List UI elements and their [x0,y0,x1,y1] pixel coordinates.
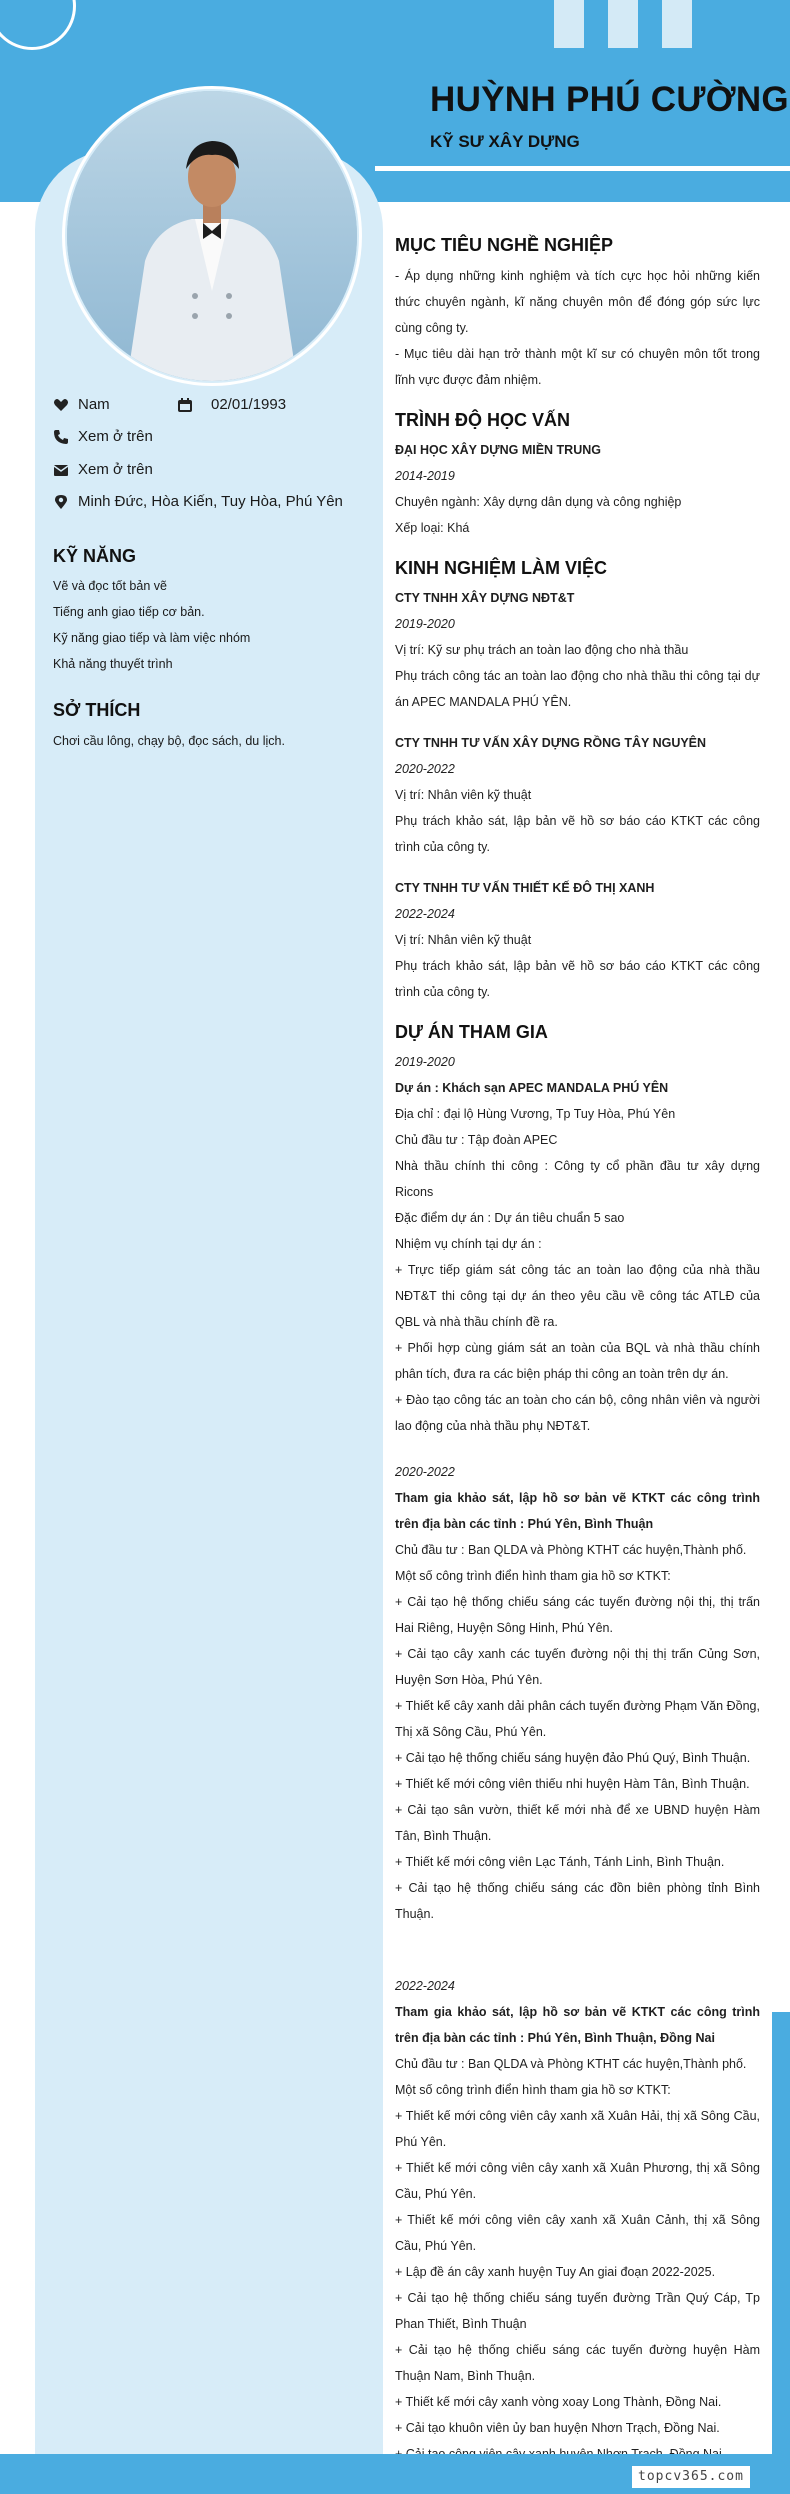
job-company: CTY TNHH XÂY DỰNG NĐT&T [395,591,575,605]
project-line: + Cải tạo hệ thống chiếu sáng các tuyến đường nội thị, thị trấn Hai Riêng, Huyện Sông Hinh, Phú Yên. [395,1595,760,1635]
project-line: + Cải tạo hệ thống chiếu sáng huyện đảo Phú Quý, Bình Thuận. [395,1751,751,1765]
project-period: 2020-2022 [395,1465,455,1479]
skill-item: Tiếng anh giao tiếp cơ bản. [53,605,205,619]
project-line: + Cải tạo sân vườn, thiết kế mới nhà để xe UBND huyện Hàm Tân, Bình Thuận. [395,1803,760,1843]
watermark: topcv365.com [632,2466,750,2488]
project-line: + Cải tạo hệ thống chiếu sáng các tuyến đường huyện Hàm Thuận Nam, Bình Thuận. [395,2343,760,2383]
email-row [53,461,153,478]
education-grade: Xếp loại: Khá [395,521,470,535]
project-line: Chủ đầu tư : Ban QLDA và Phòng KTHT các huyện,Thành phố. [395,1543,747,1557]
decorative-bar [662,0,692,48]
objective-line: - Mục tiêu dài hạn trở thành một kĩ sư có chuyên môn tốt trong lĩnh vực được đảm nhiệm. [395,347,760,387]
job-period: 2022-2024 [395,907,455,921]
phone-value: Xem ở trên [78,428,153,445]
education-title: TRÌNH ĐỘ HỌC VẤN [395,410,570,430]
job-period: 2019-2020 [395,617,455,631]
project-line: + Thiết kế mới công viên cây xanh xã Xuân Cảnh, thị xã Sông Cầu, Phú Yên. [395,2213,760,2253]
job-description: Phụ trách công tác an toàn lao động cho nhà thầu thi công tại dự án APEC MANDALA PHÚ YÊN. [395,669,760,709]
project-line: + Thiết kế mới công viên cây xanh xã Xuân Hải, thị xã Sông Cầu, Phú Yên. [395,2109,760,2149]
project-line: Một số công trình điển hình tham gia hồ sơ KTKT: [395,2083,671,2097]
project-period: 2019-2020 [395,1055,455,1069]
project-line: Địa chỉ : đại lộ Hùng Vương, Tp Tuy Hòa, Phú Yên [395,1107,676,1121]
skill-item: Vẽ và đọc tốt bản vẽ [53,579,167,593]
project-line: Chủ đầu tư : Tập đoàn APEC [395,1133,558,1147]
phone-icon [53,429,69,445]
gender-row [53,396,110,413]
project-line: + Thiết kế mới công viên Lạc Tánh, Tánh Linh, Bình Thuận. [395,1855,725,1869]
project-name: Dự án : Khách sạn APEC MANDALA PHÚ YÊN [395,1081,669,1095]
hobbies-title: SỞ THÍCH [53,700,141,720]
candidate-role: KỸ SƯ XÂY DỰNG [430,132,580,151]
project-line: + Cải tạo cây xanh các tuyến đường nội thị thị trấn Củng Sơn, Huyện Sơn Hòa, Phú Yên. [395,1647,760,1687]
project-line: Chủ đầu tư : Ban QLDA và Phòng KTHT các huyện,Thành phố. [395,2057,747,2071]
project-name: Tham gia khảo sát, lập hồ sơ bản vẽ KTKT các công trình trên địa bàn các tỉnh : Phú Yên, Bình Thuận, Đồng Nai [395,2005,760,2045]
education-major: Chuyên ngành: Xây dựng dân dụng và công nghiệp [395,495,682,509]
objective-title: MỤC TIÊU NGHỀ NGHIỆP [395,235,614,255]
skill-item: Kỹ năng giao tiếp và làm việc nhóm [53,631,251,645]
project-line: + Thiết kế mới công viên cây xanh xã Xuân Phương, thị xã Sông Cầu, Phú Yên. [395,2161,760,2201]
gender-value: Nam [78,396,110,413]
job-description: Phụ trách khảo sát, lập bản vẽ hồ sơ báo cáo KTKT các công trình của công ty. [395,814,760,854]
skill-item: Khả năng thuyết trình [53,657,173,671]
project-line: + Cải tạo hệ thống chiếu sáng tuyến đường Trần Quý Cáp, Tp Phan Thiết, Bình Thuận [395,2291,760,2331]
project-line: + Thiết kế mới công viên thiếu nhi huyện Hàm Tân, Bình Thuận. [395,1777,750,1791]
email-value: Xem ở trên [78,461,153,478]
project-period: 2022-2024 [395,1979,455,1993]
project-line: + Lập đề án cây xanh huyện Tuy An giai đoạn 2022-2025. [395,2265,716,2279]
job-company: CTY TNHH TƯ VẤN XÂY DỰNG RỒNG TÂY NGUYÊN [395,736,707,750]
skills-title: KỸ NĂNG [53,546,137,566]
avatar-photo [67,91,357,381]
decorative-stripe [772,2012,790,2454]
job-position: Vị trí: Kỹ sư phụ trách an toàn lao động cho nhà thầu [395,643,689,657]
header-divider [375,166,790,171]
job-position: Vị trí: Nhân viên kỹ thuật [395,933,532,947]
decorative-bar [608,0,638,48]
birthday-value: 02/01/1993 [211,396,287,413]
project-line: + Phối hợp cùng giám sát an toàn của BQL và nhà thầu chính phân tích, đưa ra các biện pháp thi công an toàn trên dự án. [395,1341,760,1381]
project-line: Nhà thầu chính thi công : Công ty cổ phần đầu tư xây dựng Ricons [395,1159,760,1199]
job-company: CTY TNHH TƯ VẤN THIẾT KẾ ĐÔ THỊ XANH [395,881,655,895]
decorative-bar [554,0,584,48]
hobbies-text: Chơi cầu lông, chạy bộ, đọc sách, du lịch. [53,734,285,748]
project-line: + Đào tạo công tác an toàn cho cán bộ, công nhân viên và người lao động của nhà thầu phụ NĐT&T. [395,1393,760,1433]
education-school: ĐẠI HỌC XÂY DỰNG MIỀN TRUNG [395,443,601,457]
address-row [53,493,343,510]
main-content [395,232,760,2467]
email-icon [53,462,69,478]
project-line: + Thiết kế mới cây xanh vòng xoay Long Thành, Đồng Nai. [395,2395,722,2409]
candidate-name: HUỲNH PHÚ CƯỜNG [430,80,789,119]
address-value: Minh Đức, Hòa Kiến, Tuy Hòa, Phú Yên [78,493,343,510]
education-period: 2014-2019 [395,469,455,483]
project-line: + Thiết kế cây xanh dải phân cách tuyến đường Phạm Văn Đồng, Thị xã Sông Cầu, Phú Yên. [395,1699,760,1739]
project-line: + Cải tạo khuôn viên ủy ban huyện Nhơn Trạch, Đồng Nai. [395,2421,720,2435]
project-line: Đặc điểm dự án : Dự án tiêu chuẩn 5 sao [395,1211,625,1225]
project-line: + Trực tiếp giám sát công tác an toàn lao động của nhà thầu NĐT&T thi công tại dự án theo yêu cầu về công tác ATLĐ của QBL và nhà thầu chính đề ra. [395,1263,760,1329]
avatar [67,91,357,381]
gender-icon [53,397,69,413]
project-name: Tham gia khảo sát, lập hồ sơ bản vẽ KTKT các công trình trên địa bàn các tỉnh : Phú Yên, Bình Thuận [395,1491,760,1531]
location-pin-icon [53,494,69,510]
project-line: + Cải tạo hệ thống chiếu sáng các đồn biên phòng tỉnh Bình Thuận. [395,1881,760,1921]
project-line: Một số công trình điển hình tham gia hồ sơ KTKT: [395,1569,671,1583]
phone-row [53,428,153,445]
projects-title: DỰ ÁN THAM GIA [395,1022,548,1042]
birthday-row [177,396,286,413]
experience-title: KINH NGHIỆM LÀM VIỆC [395,558,608,578]
calendar-icon [177,397,193,413]
job-description: Phụ trách khảo sát, lập bản vẽ hồ sơ báo cáo KTKT các công trình của công ty. [395,959,760,999]
job-position: Vị trí: Nhân viên kỹ thuật [395,788,532,802]
objective-line: - Áp dụng những kinh nghiệm và tích cực học hỏi những kiến thức chuyên ngành, kĩ năng chuyên môn để đóng góp sức lực cùng công ty. [395,269,760,335]
project-line: Nhiệm vụ chính tại dự án : [395,1237,542,1251]
job-period: 2020-2022 [395,762,455,776]
